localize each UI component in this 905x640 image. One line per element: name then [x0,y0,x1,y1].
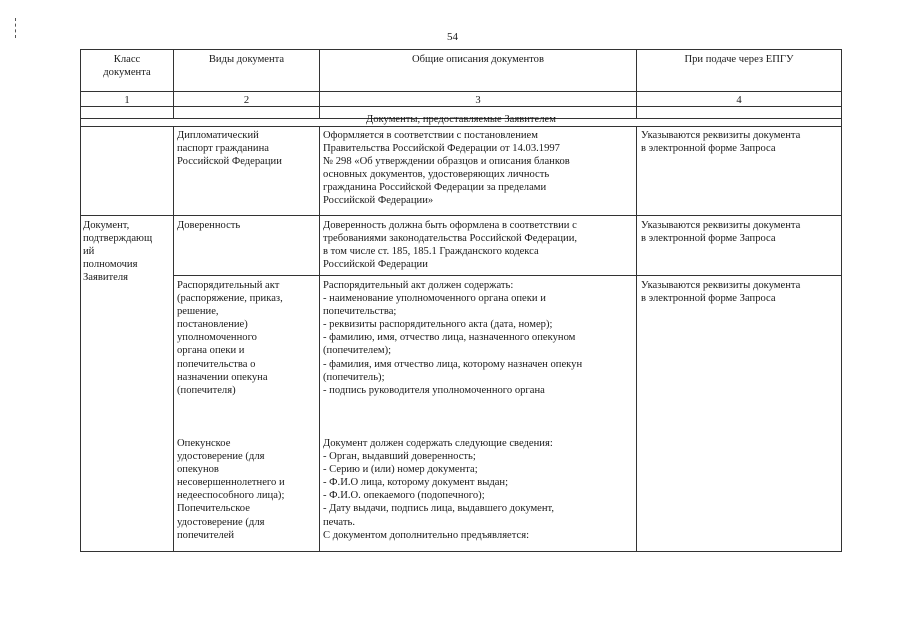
header-descriptions: Общие описания документов [412,54,544,65]
doc-description-cell: Оформляется в соответствии с постановлением Правительства Российской Федерации от 14.03.1997 № 298 «Об утверждении образцов и описания бланков основных документов, удостоверяющих личность гражданина Российской Федерации за пределами Российской Федерации» [323,130,570,207]
doc-type-cell: Опекунское удостоверение (для опекунов несовершеннолетнего и недееспособного лица); Попечительское удостоверение (для попечителей [177,438,285,541]
header-divider [80,91,842,92]
column-divider [319,126,320,552]
column-number: 3 [475,95,481,106]
row-divider [173,275,842,276]
column-number: 4 [736,95,742,106]
section-title: Документы, предоставляемые Заявителем [366,114,556,125]
doc-type-cell: Дипломатический паспорт гражданина Российской Федерации [177,130,282,168]
doc-description-cell: Доверенность должна быть оформлена в соответствии с требованиями законодательства Российской Федерации, в том числе ст. 185, 185.1 Гражданского кодекса Российской Федерации [323,220,578,271]
page-number: 54 [447,31,458,43]
table-border-bottom [80,551,842,552]
column-divider [636,126,637,552]
column-divider [173,126,174,552]
column-divider [636,49,637,118]
row-divider [80,215,842,216]
doc-epgu-cell: Указываются реквизиты документа в электронной форме Запроса [641,130,801,155]
header-epgu: При подаче через ЕПГУ [684,54,794,65]
doc-epgu-cell: Указываются реквизиты документа в электронной форме Запроса [641,220,801,245]
doc-class-cell: Документ, подтверждающ ий полномочия Заявителя [83,220,153,284]
column-divider [173,49,174,118]
section-divider [80,126,842,127]
column-number: 1 [124,95,130,106]
doc-description-cell: Распорядительный акт должен содержать: - наименование уполномоченного органа опеки и попечительства; - реквизиты распорядительного акта (дата, номер); - фамилию, имя, отчество лица, назначенного опекуном (попечителем); - фамилия, имя отчество лица, которому назначен опекун (попечитель); - подпись руководителя уполномоченного органа [323,280,583,396]
doc-epgu-cell: Указываются реквизиты документа в электронной форме Запроса [641,280,801,305]
column-divider [319,49,320,118]
documents-table [80,49,842,552]
doc-type-cell: Доверенность [177,220,241,231]
header-types: Виды документа [208,54,285,65]
column-number: 2 [243,95,250,106]
table-border-top [80,49,842,50]
doc-type-cell: Распорядительный акт (распоряжение, приказ, решение, постановление) уполномоченного органа опеки и попечительства о назначении опекуна (попечителя) [177,280,283,396]
header-class: Класс документа [103,54,151,79]
doc-description-cell: Документ должен содержать следующие сведения: - Орган, выдавший доверенность; - Серию и (или) номер документа; - Ф.И.О лица, которому документ выдан; - Ф.И.О. опекаемого (подопечного); - Дату выдачи, подпись лица, выдавшего документ, печать. С документом дополнительно предъявляется: [323,438,555,541]
